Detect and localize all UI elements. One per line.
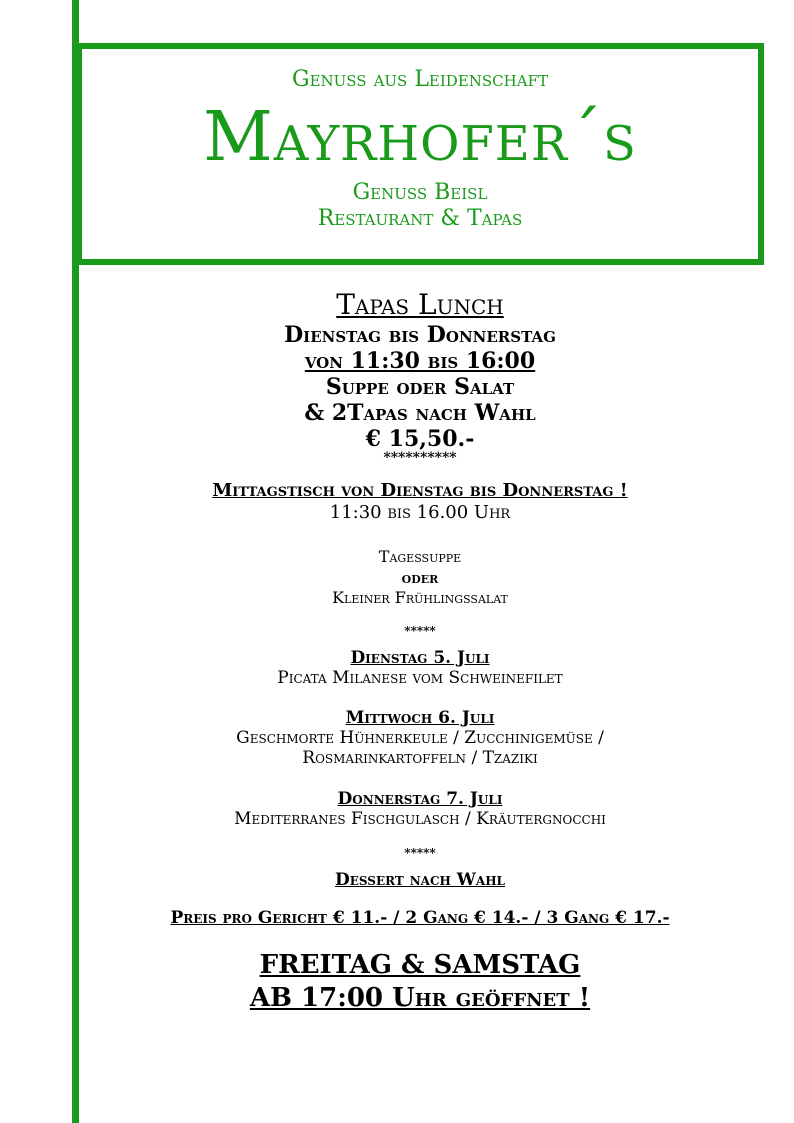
weekend-days: FREITAG & SAMSTAG (259, 950, 581, 980)
day-heading-tuesday: Dienstag 5. Juli (350, 648, 490, 668)
restaurant-name: Mayrhofer´s (203, 98, 637, 177)
lunch-option-2: Kleiner Frühlingssalat (332, 588, 508, 607)
header-subtitle-2: Restaurant & Tapas (317, 206, 523, 231)
dish-wednesday-line-2: Rosmarinkartoffeln / Tzaziki (302, 748, 538, 768)
tapas-line-1: Suppe oder Salat (325, 374, 515, 400)
day-heading-thursday: Donnerstag 7. Juli (337, 789, 503, 809)
lunch-time: 11:30 bis 16.00 Uhr (329, 502, 511, 523)
header-subtitle-1: Genuss Beisl (352, 180, 488, 205)
dish-tuesday: Picata Milanese vom Schweinefilet (277, 668, 563, 688)
lunch-option-or: oder (401, 568, 439, 587)
weekend-opening: AB 17:00 Uhr geöffnet ! (249, 983, 591, 1013)
header-tagline: Genuss aus Leidenschaft (292, 67, 548, 92)
dessert-line: Dessert nach Wahl (335, 870, 505, 890)
dish-wednesday-line-1: Geschmorte Hühnerkeule / Zucchinigemüse / (236, 728, 604, 748)
day-heading-wednesday: Mittwoch 6. Juli (345, 708, 495, 728)
tapas-title: Tapas Lunch (336, 288, 504, 321)
tapas-price: € 15,50.- (365, 426, 475, 452)
separator-stars: ********** (383, 450, 457, 466)
separator-stars: ***** (404, 846, 436, 860)
tapas-time: von 11:30 bis 16:00 (304, 348, 536, 374)
lunch-heading: Mittagstisch von Dienstag bis Donnerstag ! (212, 480, 628, 501)
dish-thursday: Mediterranes Fischgulasch / Kräutergnocchi (234, 809, 606, 829)
separator-stars: ***** (404, 624, 436, 638)
lunch-option-1: Tagessuppe (378, 547, 462, 566)
tapas-days: Dienstag bis Donnerstag (284, 322, 556, 348)
tapas-line-2: & 2Tapas nach Wahl (304, 400, 536, 426)
price-line: Preis pro Gericht € 11.- / 2 Gang € 14.- / 3 Gang € 17.- (170, 908, 670, 928)
